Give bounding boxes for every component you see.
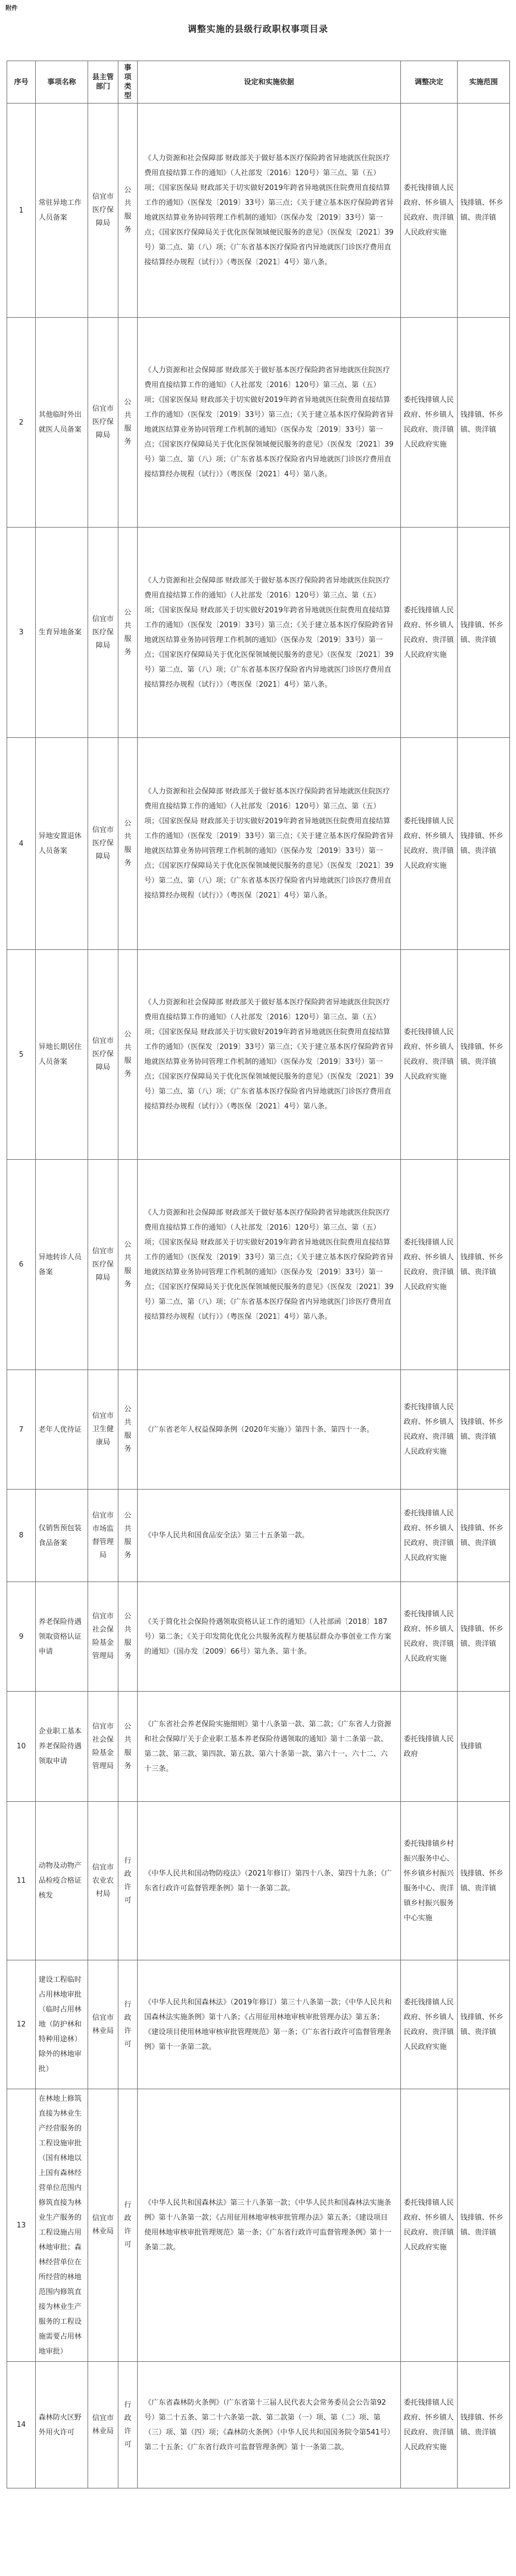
cell-item-type: 公共服务 bbox=[118, 528, 138, 738]
cell-no: 9 bbox=[7, 1582, 36, 1692]
cell-item-name: 异地转诊人员备案 bbox=[36, 1160, 88, 1370]
cell-basis: 《广东省社会养老保险实施细则》第十八条第一款、第二款；《广东省人力资源和社会保障厅关于企业职工基本养老保险待遇领取的通知》第十二条第一款、第二款、第三款、第四款、第五款、第六十条第一款、第六十一、六十二、六十三条。 bbox=[138, 1692, 401, 1802]
cell-item-type: 公共服务 bbox=[118, 1582, 138, 1692]
cell-basis: 《人力资源和社会保障部 财政部关于做好基本医疗保险跨省异地就医住院医疗费用直接结算工作的通知》（人社部发〔2016〕120号）第三点、第（五）项；《国家医保局 财政部关于切实做好2019年跨省异地就医住院费用直接结算工作的通知》（医保发〔2019〕33号）第三点；《关于建立基本医疗保险跨省异地就医结算业务协同管理工作机制的通知》（医保办发〔2019〕33号）第一点；《国家医疗保障局关于优化医保领域便民服务的意见》（医保发〔2021〕39号）第二点、第（八）项；《广东省基本医疗保险省内异地就医门诊医疗费用直接结算经办规程（试行）》（粤医保〔2021〕4号）第八条。 bbox=[138, 104, 401, 318]
cell-item-type: 公共服务 bbox=[118, 738, 138, 950]
cell-no: 6 bbox=[7, 1160, 36, 1370]
cell-basis: 《中华人民共和国动物防疫法》（2021年修订）第四十八条、第四十九条；《广东省行政许可监督管理条例》第十一条第二款。 bbox=[138, 1802, 401, 1960]
cell-item-type: 行政许可 bbox=[118, 1960, 138, 2089]
cell-item-type: 公共服务 bbox=[118, 1692, 138, 1802]
cell-basis: 《人力资源和社会保障部 财政部关于做好基本医疗保险跨省异地就医住院医疗费用直接结算工作的通知》（人社部发〔2016〕120号）第三点、第（五）项；《国家医保局 财政部关于切实做好2019年跨省异地就医住院费用直接结算工作的通知》（医保发〔2019〕33号）第三点；《关于建立基本医疗保险跨省异地就医结算业务协同管理工作机制的通知》（医保办发〔2019〕33号）第一点；《国家医疗保障局关于优化医保领域便民服务的意见》（医保发〔2021〕39号）第二点、第（八）项；《广东省基本医疗保险省内异地就医门诊医疗费用直接结算经办规程（试行）》（粤医保〔2021〕4号）第八条。 bbox=[138, 1160, 401, 1370]
cell-basis: 《中华人民共和国森林法》（2019年修订）第三十八条第一款；《中华人民共和国森林法实施条例》第十八条；《占用征用林地审核审批管理办法》第五条；《建设项目使用林地审核审批管理规范》第一条；《广东省行政许可监督管理条例》第十一条第二款。 bbox=[138, 1960, 401, 2089]
cell-basis: 《中华人民共和国森林法》第三十八条第一款；《中华人民共和国森林法实施条例》第十八条第一款；《占用征用林地审核审批管理办法》第五条；《建设项目使用林地审核审批管理规范》第一条；《广东省行政许可监督管理条例》第十一条第二款。 bbox=[138, 2089, 401, 2362]
cell-department: 信宜市卫生健康局 bbox=[88, 1370, 118, 1490]
cell-decision: 委托钱排镇人民政府、怀乡镇人民政府、贵洋镇人民政府实施 bbox=[401, 2089, 458, 2362]
attachment-label: 附件 bbox=[6, 4, 18, 12]
cell-scope: 钱排镇、怀乡镇、贵洋镇 bbox=[458, 1960, 510, 2089]
table-row bbox=[7, 1692, 510, 1802]
cell-scope: 钱排镇、怀乡镇、贵洋镇 bbox=[458, 950, 510, 1160]
cell-scope: 钱排镇、怀乡镇、贵洋镇 bbox=[458, 1160, 510, 1370]
cell-basis: 《关于简化社会保险待遇领取资格认证工作的通知》（人社部函〔2018〕187号）第二条；《关于印发简化优化公共服务流程方便基层群众办事创业工作方案的通知》（国办发〔2009〕66号）第九条、第十条。 bbox=[138, 1582, 401, 1692]
cell-item-type: 公共服务 bbox=[118, 1490, 138, 1582]
cell-no: 12 bbox=[7, 1960, 36, 2089]
cell-decision: 委托钱排镇人民政府、怀乡镇人民政府、贵洋镇人民政府实施 bbox=[401, 528, 458, 738]
cell-department: 信宜市林业局 bbox=[88, 2089, 118, 2362]
cell-scope: 钱排镇、怀乡镇、贵洋镇 bbox=[458, 2089, 510, 2362]
cell-item-type: 行政许可 bbox=[118, 1802, 138, 1960]
cell-no: 3 bbox=[7, 528, 36, 738]
cell-item-name: 建设工程临时占用林地审批（临时占用林地（防护林和特种用途林）除外的林地审批） bbox=[36, 1960, 88, 2089]
cell-decision: 委托钱排镇人民政府 bbox=[401, 1692, 458, 1802]
cell-item-type: 行政许可 bbox=[118, 2362, 138, 2488]
table-row bbox=[7, 738, 510, 950]
table-row bbox=[7, 1960, 510, 2089]
cell-item-type: 行政许可 bbox=[118, 2089, 138, 2362]
cell-no: 8 bbox=[7, 1490, 36, 1582]
cell-item-type: 公共服务 bbox=[118, 1370, 138, 1490]
cell-basis: 《人力资源和社会保障部 财政部关于做好基本医疗保险跨省异地就医住院医疗费用直接结算工作的通知》（人社部发〔2016〕120号）第三点、第（五）项；《国家医保局 财政部关于切实做好2019年跨省异地就医住院费用直接结算工作的通知》（医保发〔2019〕33号）第三点；《关于建立基本医疗保险跨省异地就医结算业务协同管理工作机制的通知》（医保办发〔2019〕33号）第一点；《国家医疗保障局关于优化医保领域便民服务的意见》（医保发〔2021〕39号）第二点、第（八）项；《广东省基本医疗保险省内异地就医门诊医疗费用直接结算经办规程（试行）》（粤医保〔2021〕4号）第八条。 bbox=[138, 318, 401, 528]
table-header-row bbox=[7, 61, 510, 104]
table-row bbox=[7, 104, 510, 318]
cell-decision: 委托钱排镇人民政府、怀乡镇人民政府、贵洋镇人民政府实施 bbox=[401, 318, 458, 528]
cell-item-name: 常驻异地工作人员备案 bbox=[36, 104, 88, 318]
cell-decision: 委托钱排镇人民政府、怀乡镇人民政府、贵洋镇人民政府实施 bbox=[401, 1160, 458, 1370]
table-row bbox=[7, 1582, 510, 1692]
document-title: 调整实施的县级行政职权事项目录 bbox=[187, 24, 328, 34]
cell-decision: 委托钱排镇人民政府、怀乡镇人民政府、贵洋镇人民政府实施 bbox=[401, 1370, 458, 1490]
cell-scope: 钱排镇、怀乡镇、贵洋镇 bbox=[458, 104, 510, 318]
cell-item-name: 仅销售预包装食品备案 bbox=[36, 1490, 88, 1582]
cell-item-name: 异地安置退休人员备案 bbox=[36, 738, 88, 950]
cell-no: 11 bbox=[7, 1802, 36, 1960]
header-department: 县主管部门 bbox=[88, 61, 118, 104]
cell-basis: 《人力资源和社会保障部 财政部关于做好基本医疗保险跨省异地就医住院医疗费用直接结算工作的通知》（人社部发〔2016〕120号）第三点、第（五）项；《国家医保局 财政部关于切实做好2019年跨省异地就医住院费用直接结算工作的通知》（医保发〔2019〕33号）第三点；《关于建立基本医疗保险跨省异地就医结算业务协同管理工作机制的通知》（医保办发〔2019〕33号）第一点；《国家医疗保障局关于优化医保领域便民服务的意见》（医保发〔2021〕39号）第二点、第（八）项；《广东省基本医疗保险省内异地就医门诊医疗费用直接结算经办规程（试行）》（粤医保〔2021〕4号）第八条。 bbox=[138, 528, 401, 738]
cell-item-name: 森林防火区野外用火许可 bbox=[36, 2362, 88, 2488]
cell-no: 10 bbox=[7, 1692, 36, 1802]
header-basis: 设定和实施依据 bbox=[138, 61, 401, 104]
cell-department: 信宜市医疗保障局 bbox=[88, 950, 118, 1160]
cell-department: 信宜市林业局 bbox=[88, 1960, 118, 2089]
header-item-name: 事项名称 bbox=[36, 61, 88, 104]
cell-basis: 《中华人民共和国食品安全法》第三十五条第一款。 bbox=[138, 1490, 401, 1582]
cell-scope: 钱排镇、怀乡镇、贵洋镇 bbox=[458, 1490, 510, 1582]
cell-decision: 委托钱排镇人民政府、怀乡镇人民政府、贵洋镇人民政府实施 bbox=[401, 1582, 458, 1692]
cell-department: 信宜市医疗保障局 bbox=[88, 528, 118, 738]
cell-basis: 《人力资源和社会保障部 财政部关于做好基本医疗保险跨省异地就医住院医疗费用直接结算工作的通知》（人社部发〔2016〕120号）第三点、第（五）项；《国家医保局 财政部关于切实做好2019年跨省异地就医住院费用直接结算工作的通知》（医保发〔2019〕33号）第三点；《关于建立基本医疗保险跨省异地就医结算业务协同管理工作机制的通知》（医保办发〔2019〕33号）第一点；《国家医疗保障局关于优化医保领域便民服务的意见》（医保发〔2021〕39号）第二点、第（八）项；《广东省基本医疗保险省内异地就医门诊医疗费用直接结算经办规程（试行）》（粤医保〔2021〕4号）第八条。 bbox=[138, 950, 401, 1160]
cell-scope: 钱排镇、怀乡镇、贵洋镇 bbox=[458, 1802, 510, 1960]
cell-department: 信宜市市场监督管理局 bbox=[88, 1490, 118, 1582]
table-row bbox=[7, 1490, 510, 1582]
cell-basis: 《广东省老年人权益保障条例（2020年实施）》第四十条、第四十一条。 bbox=[138, 1370, 401, 1490]
cell-decision: 委托钱排镇乡村振兴服务中心、怀乡镇乡村振兴服务中心、贵洋镇乡村振兴服务中心实施 bbox=[401, 1802, 458, 1960]
cell-scope: 钱排镇、怀乡镇、贵洋镇 bbox=[458, 1582, 510, 1692]
table-row bbox=[7, 1160, 510, 1370]
cell-no: 2 bbox=[7, 318, 36, 528]
cell-item-name: 动物及动物产品检疫合格证核发 bbox=[36, 1802, 88, 1960]
cell-no: 14 bbox=[7, 2362, 36, 2488]
cell-no: 13 bbox=[7, 2089, 36, 2362]
cell-scope: 钱排镇、怀乡镇、贵洋镇 bbox=[458, 1370, 510, 1490]
table-row bbox=[7, 2362, 510, 2488]
cell-scope: 钱排镇、怀乡镇、贵洋镇 bbox=[458, 2362, 510, 2488]
cell-department: 信宜市医疗保障局 bbox=[88, 104, 118, 318]
cell-scope: 钱排镇、怀乡镇、贵洋镇 bbox=[458, 528, 510, 738]
cell-no: 1 bbox=[7, 104, 36, 318]
table-row bbox=[7, 528, 510, 738]
table-row bbox=[7, 318, 510, 528]
cell-item-type: 公共服务 bbox=[118, 1160, 138, 1370]
cell-item-name: 企业职工基本养老保险待遇领取申请 bbox=[36, 1692, 88, 1802]
cell-item-name: 老年人优待证 bbox=[36, 1370, 88, 1490]
header-no: 序号 bbox=[7, 61, 36, 104]
cell-basis: 《广东省森林防火条例》（广东省第十三届人民代表大会常务委员会公告第92号）第二十五条、第二十六条第一款、第二款第（一）项、第（二）项、第（三）项、第（四）项；《森林防火条例》（中华人民共和国国务院令第541号）第二十五条；《广东省行政许可监督管理条例》第十一条第二款。 bbox=[138, 2362, 401, 2488]
cell-item-name: 生育异地备案 bbox=[36, 528, 88, 738]
cell-decision: 委托钱排镇人民政府、怀乡镇人民政府、贵洋镇人民政府实施 bbox=[401, 1960, 458, 2089]
table-row bbox=[7, 1802, 510, 1960]
cell-decision: 委托钱排镇人民政府、怀乡镇人民政府、贵洋镇人民政府实施 bbox=[401, 1490, 458, 1582]
cell-no: 5 bbox=[7, 950, 36, 1160]
header-item-type: 事项类型 bbox=[118, 61, 138, 104]
cell-item-type: 公共服务 bbox=[118, 318, 138, 528]
cell-decision: 委托钱排镇人民政府、怀乡镇人民政府、贵洋镇人民政府实施 bbox=[401, 2362, 458, 2488]
table-row bbox=[7, 950, 510, 1160]
cell-item-type: 公共服务 bbox=[118, 950, 138, 1160]
cell-decision: 委托钱排镇人民政府、怀乡镇人民政府、贵洋镇人民政府实施 bbox=[401, 104, 458, 318]
cell-item-name: 在林地上修筑直接为林业生产经营服务的工程设施审批（国有林地以上国有森林经营单位范围内修筑直接为林业生产服务的工程设施占用林地审批；森林经营单位在所经营的林地范围内修筑直接为林业生产服务的工程设施需要占用林地审批） bbox=[36, 2089, 88, 2362]
cell-item-type: 公共服务 bbox=[118, 104, 138, 318]
cell-item-name: 养老保险待遇领取资格认证申请 bbox=[36, 1582, 88, 1692]
header-scope: 实施范围 bbox=[458, 61, 510, 104]
cell-decision: 委托钱排镇人民政府、怀乡镇人民政府、贵洋镇人民政府实施 bbox=[401, 738, 458, 950]
header-decision: 调整决定 bbox=[401, 61, 458, 104]
cell-no: 4 bbox=[7, 738, 36, 950]
cell-decision: 委托钱排镇人民政府、怀乡镇人民政府、贵洋镇人民政府实施 bbox=[401, 950, 458, 1160]
cell-item-name: 其他临时外出就医人员备案 bbox=[36, 318, 88, 528]
table-row bbox=[7, 1370, 510, 1490]
cell-department: 信宜市社会保险基金管理局 bbox=[88, 1582, 118, 1692]
cell-department: 信宜市医疗保障局 bbox=[88, 1160, 118, 1370]
cell-basis: 《人力资源和社会保障部 财政部关于做好基本医疗保险跨省异地就医住院医疗费用直接结算工作的通知》（人社部发〔2016〕120号）第三点、第（五）项；《国家医保局 财政部关于切实做好2019年跨省异地就医住院费用直接结算工作的通知》（医保发〔2019〕33号）第三点；《关于建立基本医疗保险跨省异地就医结算业务协同管理工作机制的通知》（医保办发〔2019〕33号）第一点；《国家医疗保障局关于优化医保领域便民服务的意见》（医保发〔2021〕39号）第二点、第（八）项；《广东省基本医疗保险省内异地就医门诊医疗费用直接结算经办规程（试行）》（粤医保〔2021〕4号）第八条。 bbox=[138, 738, 401, 950]
cell-department: 信宜市医疗保障局 bbox=[88, 738, 118, 950]
cell-scope: 钱排镇、怀乡镇、贵洋镇 bbox=[458, 318, 510, 528]
cell-scope: 钱排镇、怀乡镇、贵洋镇 bbox=[458, 738, 510, 950]
cell-scope: 钱排镇 bbox=[458, 1692, 510, 1802]
cell-department: 信宜市林业局 bbox=[88, 2362, 118, 2488]
table-row bbox=[7, 2089, 510, 2362]
cell-item-name: 异地长期居住人员备案 bbox=[36, 950, 88, 1160]
cell-department: 信宜市农业农村局 bbox=[88, 1802, 118, 1960]
cell-department: 信宜市社会保险基金管理局 bbox=[88, 1692, 118, 1802]
cell-department: 信宜市医疗保障局 bbox=[88, 318, 118, 528]
cell-no: 7 bbox=[7, 1370, 36, 1490]
power-items-table bbox=[7, 61, 510, 2488]
